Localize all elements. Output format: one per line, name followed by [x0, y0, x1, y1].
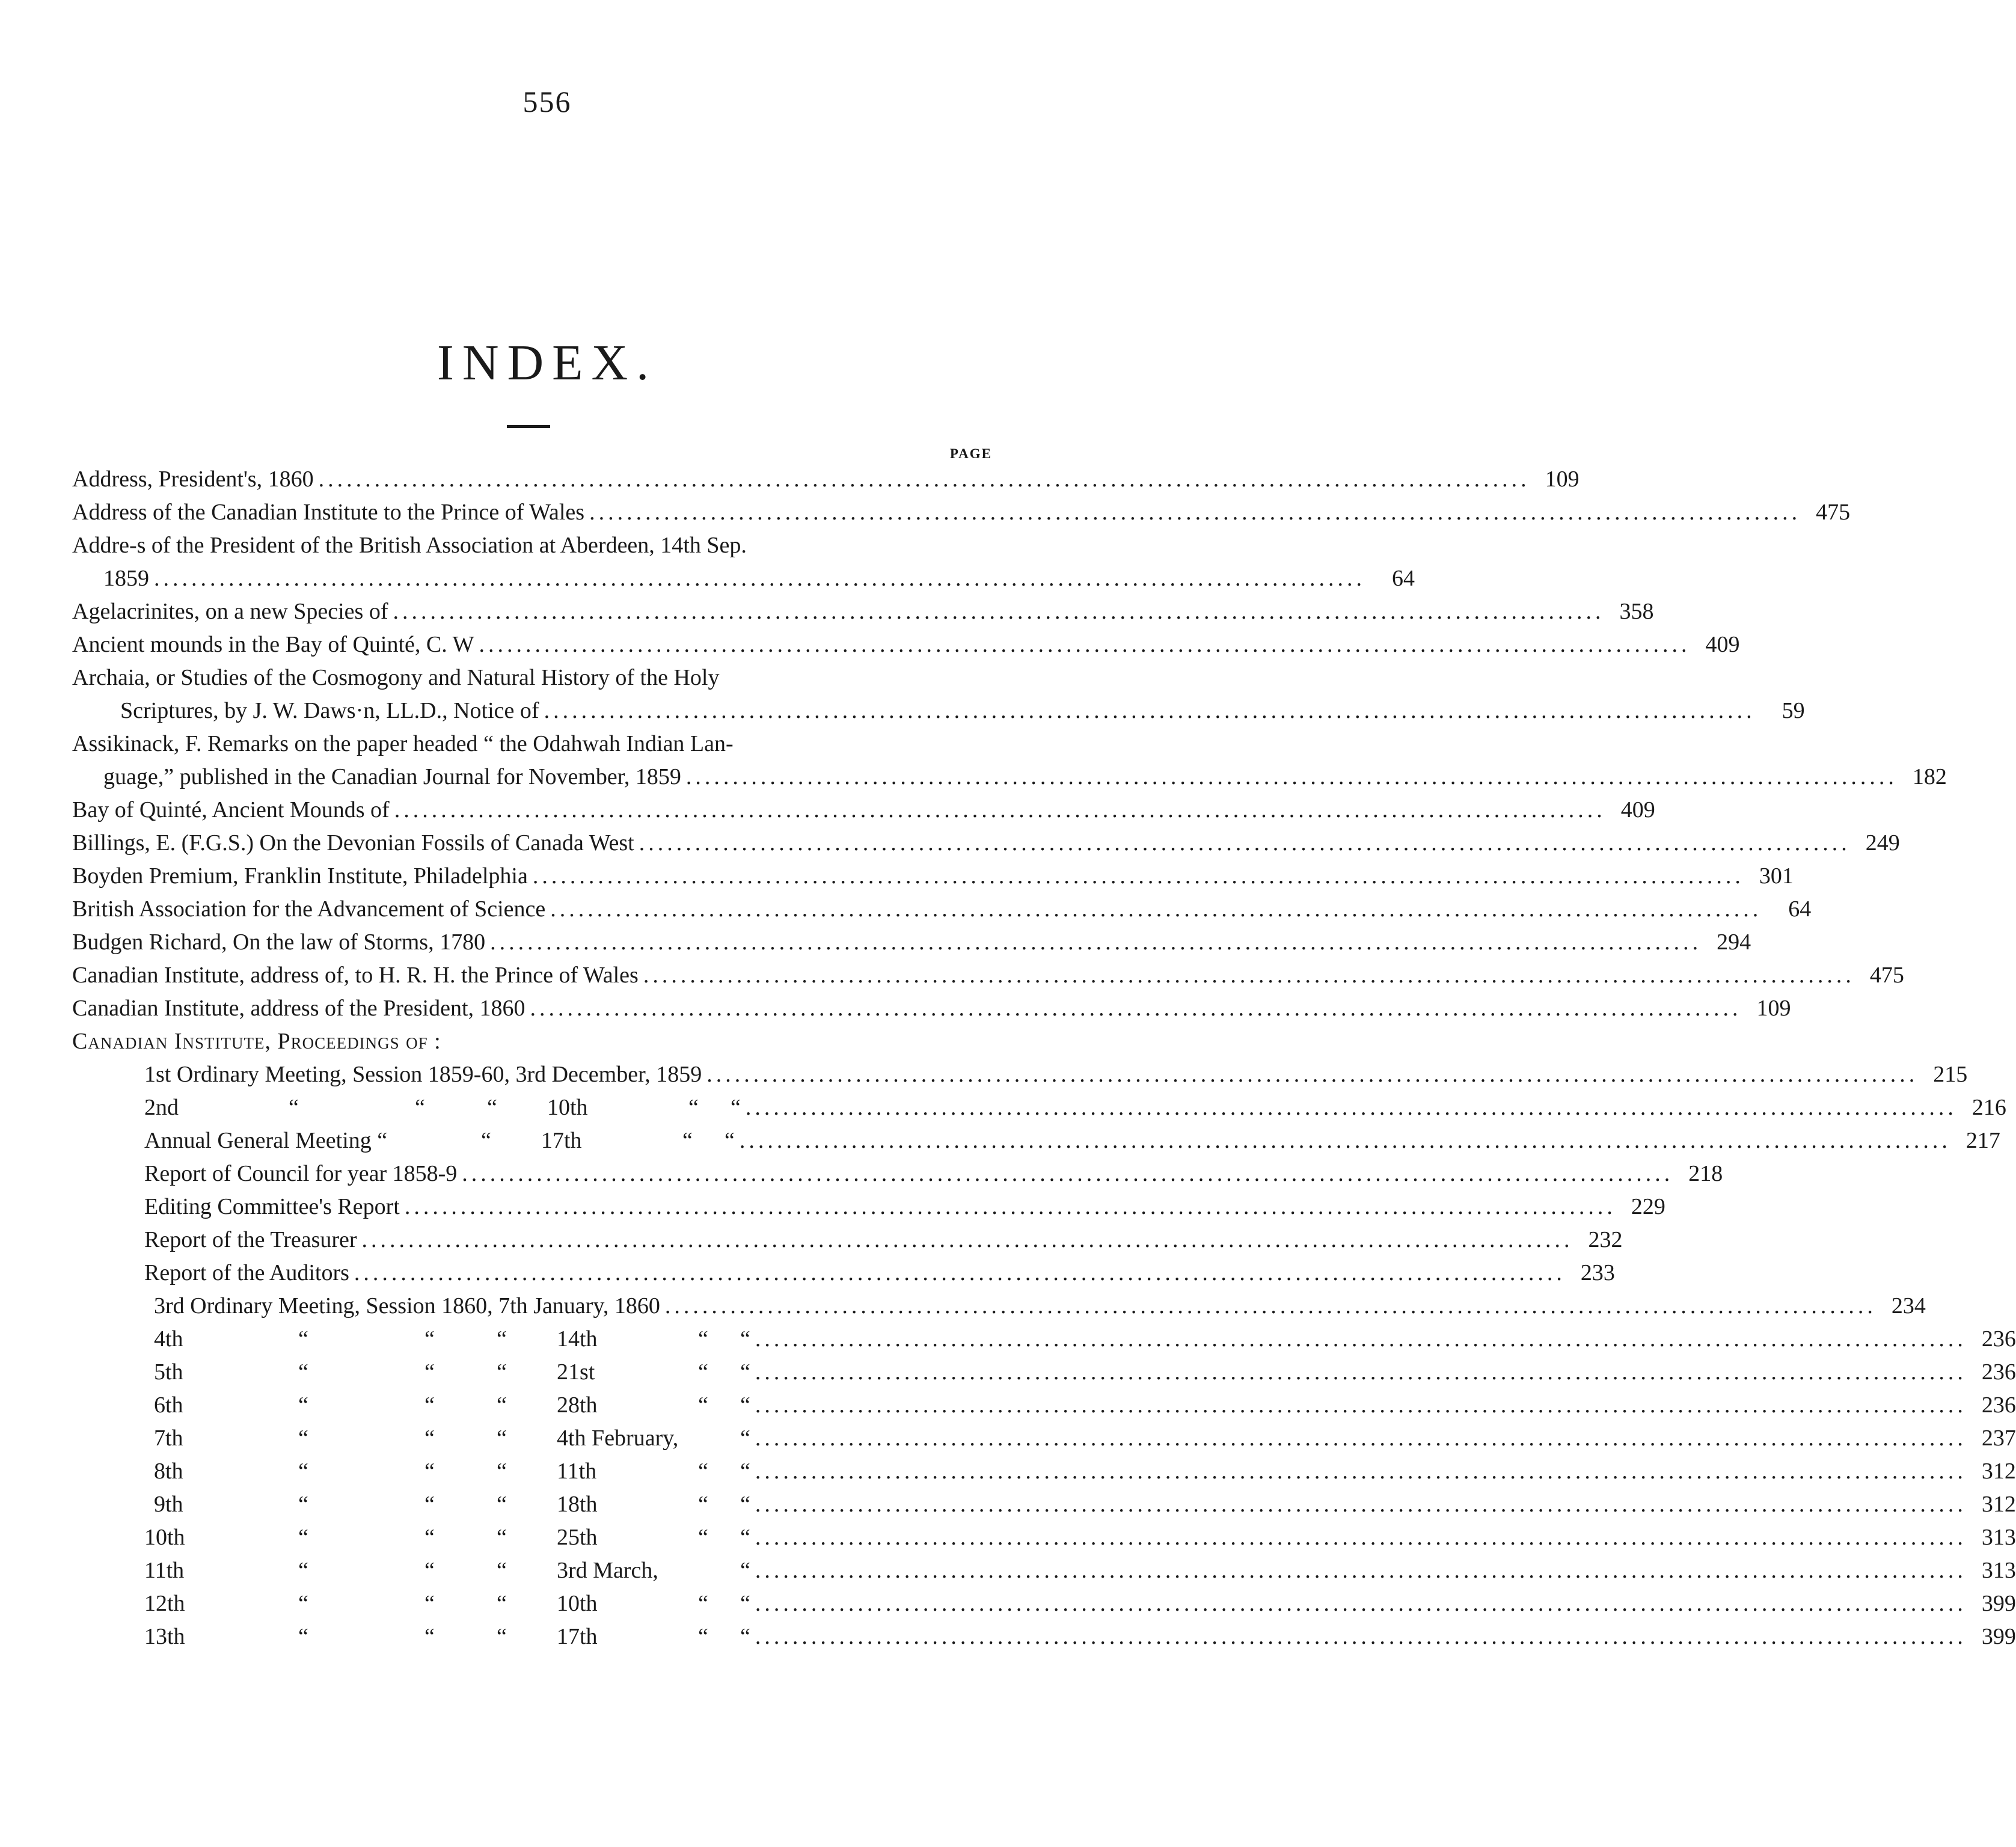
meeting-number: 12th: [144, 1591, 185, 1616]
page-ref: 234: [1891, 1293, 1926, 1319]
index-entry: [72, 992, 1791, 1025]
dot-leader: ..................................................................................................................................: [361, 1227, 1573, 1252]
index-subentry: [144, 1091, 2006, 1124]
page-ref: 109: [1756, 996, 1791, 1021]
meeting-number: 2nd: [144, 1095, 179, 1120]
ditto-mark: “: [415, 1095, 425, 1120]
meeting-date: 3rd March,: [557, 1558, 658, 1583]
dot-leader: ..................................................................................................................................: [755, 1392, 1967, 1418]
index-entry: [72, 595, 1654, 628]
index-subentry: [154, 1389, 2016, 1422]
meeting-date: 11th: [557, 1459, 597, 1484]
meeting-number: 11th: [144, 1558, 185, 1583]
ditto-mark: “: [424, 1426, 435, 1451]
ditto-mark: “: [740, 1558, 750, 1583]
entry-text: Report of the Auditors: [144, 1260, 349, 1285]
ditto-mark: “: [298, 1359, 308, 1385]
page-ref: 294: [1717, 930, 1751, 955]
entry-text: Billings, E. (F.G.S.) On the Devonian Fossils of Canada West: [72, 830, 634, 856]
ditto-mark: “: [497, 1525, 507, 1550]
ditto-mark: “: [424, 1326, 435, 1352]
dot-leader: ..................................................................................................................................: [550, 896, 1762, 922]
page-ref: 229: [1631, 1194, 1665, 1219]
ditto-mark: “: [424, 1591, 435, 1616]
page-ref: 301: [1759, 863, 1794, 889]
dot-leader: ..................................................................................................................................: [639, 830, 1851, 856]
index-subentry: [144, 1521, 2016, 1554]
ditto-columns: [144, 1587, 750, 1620]
ditto-mark: “: [740, 1326, 750, 1352]
meeting-number: 6th: [154, 1392, 183, 1418]
meeting-number: 7th: [154, 1426, 183, 1451]
index-entry: [72, 463, 1579, 496]
meeting-number: 4th: [154, 1326, 183, 1352]
dot-leader: ..................................................................................................................................: [745, 1095, 1957, 1120]
ditto-mark: “: [740, 1591, 750, 1616]
ditto-mark: “: [424, 1392, 435, 1418]
index-subentry: [144, 1620, 2016, 1653]
ditto-mark: “: [698, 1492, 708, 1517]
index-entry: [72, 628, 1740, 661]
ditto-mark: “: [698, 1459, 708, 1484]
ditto-mark: “: [682, 1128, 693, 1153]
entry-text: guage,” published in the Canadian Journal for November, 1859: [103, 764, 681, 789]
ditto-mark: “: [298, 1326, 308, 1352]
dot-leader: ..................................................................................................................................: [685, 764, 1898, 789]
dot-leader: ..................................................................................................................................: [755, 1426, 1967, 1451]
ditto-mark: “: [497, 1326, 507, 1352]
meeting-date: 17th: [541, 1128, 582, 1153]
ditto-columns: [154, 1488, 750, 1521]
ditto-columns: [154, 1455, 750, 1488]
dot-leader: ..................................................................................................................................: [755, 1525, 1967, 1550]
page-ref: 249: [1865, 830, 1900, 856]
index-entry: [72, 827, 1900, 860]
entry-text: Agelacrinites, on a new Species of: [72, 599, 388, 624]
index-subentry: [154, 1488, 2016, 1521]
dot-leader: ..................................................................................................................................: [479, 632, 1691, 657]
meeting-date: 4th February,: [557, 1426, 679, 1451]
ditto-mark: “: [740, 1426, 750, 1451]
dot-leader: ..................................................................................................................................: [394, 797, 1606, 822]
index-entry: [72, 727, 992, 761]
ditto-mark: “: [497, 1459, 507, 1484]
ditto-mark: “: [289, 1095, 299, 1120]
entry-text: 1859: [103, 566, 149, 591]
ditto-mark: “: [725, 1128, 735, 1153]
ditto-mark: “: [497, 1359, 507, 1385]
ditto-mark: “: [424, 1459, 435, 1484]
entry-text: 3rd Ordinary Meeting, Session 1860, 7th January, 1860: [154, 1293, 660, 1319]
index-subentry: [144, 1190, 1665, 1224]
ditto-mark: “: [424, 1492, 435, 1517]
ditto-mark: “: [497, 1492, 507, 1517]
ditto-mark: “: [424, 1359, 435, 1385]
dot-leader: ..................................................................................................................................: [706, 1062, 1919, 1087]
index-subentry: [144, 1058, 1968, 1091]
ditto-columns: [144, 1091, 741, 1124]
entry-text: Editing Committee's Report: [144, 1194, 400, 1219]
page-ref: 313: [1981, 1525, 2016, 1550]
dot-leader: ..................................................................................................................................: [393, 599, 1605, 624]
meeting-date: 10th: [557, 1591, 598, 1616]
page-ref: 475: [1816, 500, 1851, 525]
entry-text: Report of the Treasurer: [144, 1227, 357, 1252]
index-entry: [72, 959, 1904, 992]
ditto-mark: “: [497, 1624, 507, 1649]
entry-text: British Association for the Advancement of Science: [72, 896, 546, 922]
ditto-mark: “: [424, 1525, 435, 1550]
index-subentry: [154, 1455, 2016, 1488]
index-subentry: [154, 1323, 2016, 1356]
ditto-mark: “: [487, 1095, 497, 1120]
index-subentry: [154, 1290, 1926, 1323]
page-ref: 109: [1545, 467, 1579, 492]
index-subentry: [144, 1554, 2016, 1587]
ditto-mark: “: [740, 1492, 750, 1517]
ditto-mark: “: [298, 1426, 308, 1451]
ditto-columns: [154, 1323, 750, 1356]
page-column-header: PAGE: [949, 446, 992, 461]
index-entry: [72, 926, 1751, 959]
ditto-mark: “: [298, 1492, 308, 1517]
page-ref: 218: [1688, 1161, 1723, 1186]
index-entry-continuation: [103, 761, 1947, 794]
entry-text: Canadian Institute, Proceedings of :: [72, 1029, 441, 1054]
page-ref: 358: [1619, 599, 1654, 624]
meeting-name: Annual General Meeting “: [144, 1128, 388, 1153]
entry-text: Ancient mounds in the Bay of Quinté, C. W: [72, 632, 474, 657]
page-ref: 237: [1981, 1426, 2016, 1451]
dot-leader: ..................................................................................................................................: [530, 996, 1742, 1021]
entry-text: Boyden Premium, Franklin Institute, Philadelphia: [72, 863, 528, 889]
dot-leader: ..................................................................................................................................: [589, 500, 1801, 525]
index-subentry: [144, 1257, 1615, 1290]
dot-leader: ..................................................................................................................................: [755, 1326, 1967, 1352]
ditto-mark: “: [298, 1624, 308, 1649]
page-number: 556: [522, 85, 572, 118]
index-section-heading: [72, 1025, 992, 1058]
page-ref: 64: [1788, 896, 1812, 922]
entry-text: Addre-s of the President of the British Association at Aberdeen, 14th Sep.: [72, 533, 747, 558]
ditto-mark: “: [298, 1591, 308, 1616]
page-ref: 182: [1912, 764, 1947, 789]
dot-leader: ..................................................................................................................................: [544, 698, 1756, 723]
page-ref: 312: [1981, 1492, 2016, 1517]
meeting-date: 14th: [557, 1326, 598, 1352]
dot-leader: ..................................................................................................................................: [755, 1558, 1967, 1583]
dot-leader: ..................................................................................................................................: [755, 1459, 1967, 1484]
index-entry-continuation: [103, 562, 1415, 595]
dot-leader: ..................................................................................................................................: [354, 1260, 1566, 1285]
ditto-mark: “: [698, 1624, 708, 1649]
index-entry: [72, 661, 992, 694]
dot-leader: ..................................................................................................................................: [643, 963, 1855, 988]
ditto-columns: [154, 1422, 750, 1455]
meeting-date: 25th: [557, 1525, 598, 1550]
page-ref: 312: [1981, 1459, 2016, 1484]
index-subentry: [144, 1587, 2016, 1620]
entry-text: 1st Ordinary Meeting, Session 1859-60, 3rd December, 1859: [144, 1062, 702, 1087]
page-ref: 232: [1588, 1227, 1623, 1252]
ditto-mark: “: [497, 1392, 507, 1418]
ditto-mark: “: [740, 1392, 750, 1418]
ditto-columns: [154, 1389, 750, 1422]
ditto-mark: “: [731, 1095, 741, 1120]
meeting-date: 21st: [557, 1359, 595, 1385]
entry-text: Bay of Quinté, Ancient Mounds of: [72, 797, 390, 822]
meeting-date: 10th: [547, 1095, 588, 1120]
meeting-date: 28th: [557, 1392, 598, 1418]
page-ref: 236: [1981, 1326, 2016, 1352]
index-entry: [72, 893, 1812, 926]
page-title: INDEX.: [437, 335, 658, 391]
index-entry: [72, 529, 992, 562]
index-subentry: [154, 1356, 2016, 1389]
meeting-number: 10th: [144, 1525, 185, 1550]
ditto-mark: “: [698, 1326, 708, 1352]
dot-leader: ..................................................................................................................................: [664, 1293, 1877, 1319]
meeting-number: 8th: [154, 1459, 183, 1484]
page-ref: 399: [1981, 1591, 2016, 1616]
meeting-number: 5th: [154, 1359, 183, 1385]
index-subentry: [154, 1422, 2016, 1455]
ditto-mark: “: [298, 1558, 308, 1583]
page-ref: 216: [1972, 1095, 2006, 1120]
ditto-mark: “: [698, 1359, 708, 1385]
entry-text: Canadian Institute, address of, to H. R. H. the Prince of Wales: [72, 963, 639, 988]
ditto-mark: “: [740, 1624, 750, 1649]
ditto-mark: “: [688, 1095, 699, 1120]
page-ref: 313: [1981, 1558, 2016, 1583]
index-subentry: [144, 1124, 2000, 1157]
index-entry-continuation: [120, 694, 1805, 727]
ditto-mark: “: [740, 1525, 750, 1550]
entry-text: Report of Council for year 1858-9: [144, 1161, 458, 1186]
meeting-date: 18th: [557, 1492, 598, 1517]
meeting-number: 13th: [144, 1624, 185, 1649]
index-entry: [72, 496, 1851, 529]
dot-leader: ..................................................................................................................................: [755, 1591, 1967, 1616]
dot-leader: ..................................................................................................................................: [532, 863, 1744, 889]
index-entry: [72, 794, 1655, 827]
page-ref: 64: [1392, 566, 1415, 591]
page-ref: 399: [1981, 1624, 2016, 1649]
page-ref: 475: [1869, 963, 1904, 988]
ditto-mark: “: [298, 1392, 308, 1418]
ditto-mark: “: [698, 1392, 708, 1418]
ditto-columns: [144, 1521, 750, 1554]
entry-text: Budgen Richard, On the law of Storms, 1780: [72, 930, 486, 955]
page-ref: 409: [1620, 797, 1655, 822]
dot-leader: ..................................................................................................................................: [755, 1492, 1967, 1517]
index-subentry: [144, 1157, 1723, 1190]
title-rule: [507, 425, 550, 428]
dot-leader: ..................................................................................................................................: [755, 1624, 1967, 1649]
dot-leader: ..................................................................................................................................: [154, 566, 1365, 591]
ditto-mark: “: [298, 1525, 308, 1550]
page-ref: 236: [1981, 1359, 2016, 1385]
ditto-mark: “: [481, 1128, 491, 1153]
ditto-mark: “: [698, 1591, 708, 1616]
page-ref: 233: [1580, 1260, 1615, 1285]
page-ref: 236: [1981, 1392, 2016, 1418]
ditto-mark: “: [424, 1558, 435, 1583]
ditto-mark: “: [740, 1359, 750, 1385]
dot-leader: ..................................................................................................................................: [462, 1161, 1674, 1186]
meeting-date: 17th: [557, 1624, 598, 1649]
ditto-mark: “: [497, 1558, 507, 1583]
ditto-mark: “: [698, 1525, 708, 1550]
entry-text: Archaia, or Studies of the Cosmogony and Natural History of the Holy: [72, 665, 720, 690]
entry-text: Address of the Canadian Institute to the Prince of Wales: [72, 500, 585, 525]
ditto-columns: [144, 1124, 735, 1157]
entry-text: Address, President's, 1860: [72, 467, 314, 492]
ditto-mark: “: [424, 1624, 435, 1649]
index-subentry: [144, 1224, 1623, 1257]
dot-leader: ..................................................................................................................................: [755, 1359, 1967, 1385]
page-ref: 409: [1705, 632, 1740, 657]
page-ref: 217: [1965, 1128, 2000, 1153]
ditto-columns: [144, 1554, 750, 1587]
ditto-mark: “: [298, 1459, 308, 1484]
ditto-columns: [144, 1620, 750, 1653]
entry-text: Assikinack, F. Remarks on the paper headed “ the Odahwah Indian Lan-: [72, 731, 734, 756]
ditto-mark: “: [497, 1591, 507, 1616]
page-ref: 215: [1933, 1062, 1968, 1087]
dot-leader: ..................................................................................................................................: [318, 467, 1530, 492]
ditto-columns: [154, 1356, 750, 1389]
entry-text: Canadian Institute, address of the President, 1860: [72, 996, 525, 1021]
dot-leader: ..................................................................................................................................: [490, 930, 1702, 955]
index-entry: [72, 860, 1794, 893]
dot-leader: ..................................................................................................................................: [739, 1128, 1951, 1153]
page-ref: 59: [1782, 698, 1805, 723]
ditto-mark: “: [740, 1459, 750, 1484]
ditto-mark: “: [497, 1426, 507, 1451]
meeting-number: 9th: [154, 1492, 183, 1517]
dot-leader: ..................................................................................................................................: [404, 1194, 1616, 1219]
entry-text: Scriptures, by J. W. Daws·n, LL.D., Notice of: [120, 698, 539, 723]
